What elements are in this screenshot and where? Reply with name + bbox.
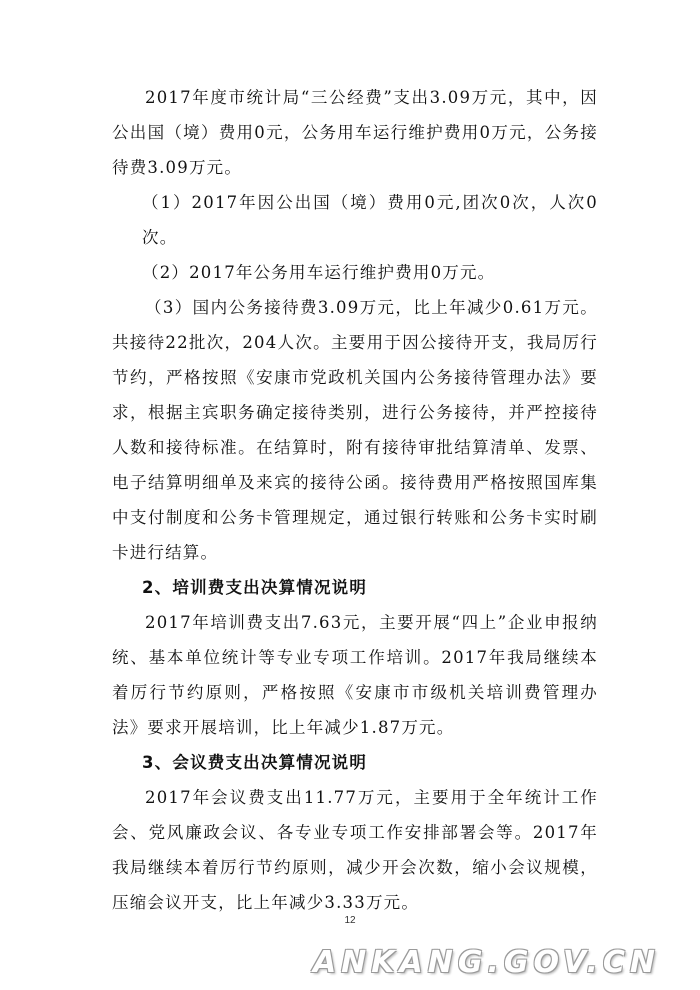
- page-number: 12: [344, 915, 356, 926]
- site-watermark: ANKANG.GOV.CN: [312, 945, 660, 980]
- paragraph-sangong-summary: 2017年度市统计局“三公经费”支出3.09万元，其中，因公出国（境）费用0元，公务用车运行维护费用0万元，公务接待费3.09万元。: [112, 88, 598, 177]
- item-vehicle-cost: （2）2017年公务用车运行维护费用0万元。: [142, 263, 496, 282]
- heading-training-cost: 2、培训费支出决算情况说明: [142, 578, 368, 597]
- paragraph-meeting-cost: 2017年会议费支出11.77万元，主要用于全年统计工作会、党风廉政会议、各专业专项工作安排部署会等。2017年我局继续本着厉行节约原则，减少开会次数，缩小会议规模，压缩会议开支，比上年减少3.33万元。: [112, 788, 598, 912]
- paragraph-reception-cost: （3）国内公务接待费3.09万元，比上年减少0.61万元。共接待22批次，204人次。主要用于因公接待开支，我局厉行节约，严格按照《安康市党政机关国内公务接待管理办法》要求，根据主宾职务确定接待类别，进行公务接待，并严控接待人数和接待标准。在结算时，附有接待审批结算清单、发票、电子结算明细单及来宾的接待公函。接待费用严格按照国库集中支付制度和公务卡管理规定，通过银行转账和公务卡实时刷卡进行结算。: [112, 298, 598, 562]
- heading-meeting-cost: 3、会议费支出决算情况说明: [142, 753, 368, 772]
- item-overseas-travel: （1）2017年因公出国（境）费用0元,团次0次，人次0次。: [142, 193, 598, 247]
- document-body: [112, 80, 598, 920]
- paragraph-training-cost: 2017年培训费支出7.63元，主要开展“四上”企业申报纳统、基本单位统计等专业专项工作培训。2017年我局继续本着厉行节约原则，严格按照《安康市市级机关培训费管理办法》要求开展培训，比上年减少1.87万元。: [112, 613, 598, 737]
